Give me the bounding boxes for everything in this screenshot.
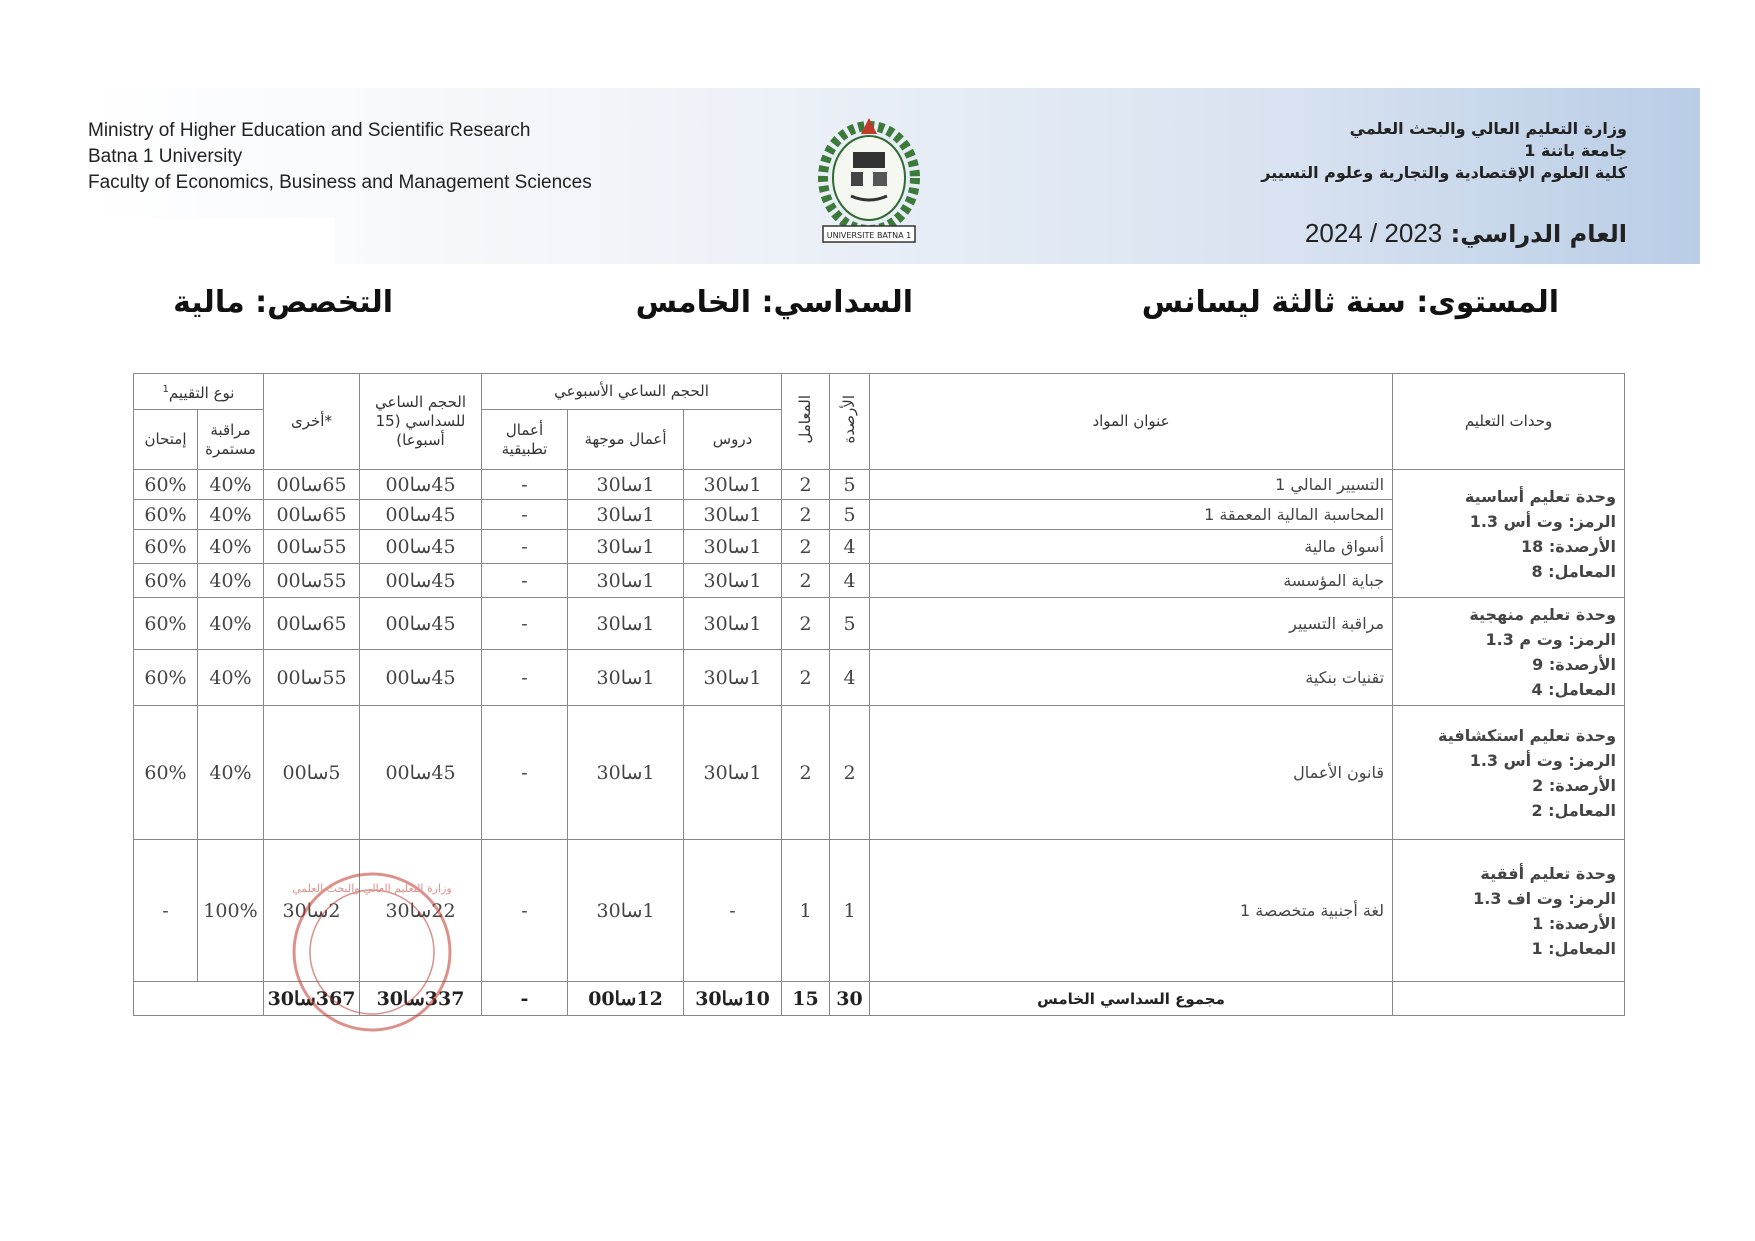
university-logo [805, 112, 933, 252]
academic-year [1305, 218, 1627, 249]
practicals-header: أعمال تطبيقية [482, 410, 568, 470]
subject-title-header: عنوان المواد [870, 374, 1393, 470]
specialty-info: التخصص: مالية [173, 285, 393, 320]
table-row: 60% 40% 65سا00 45سا00 - 1سا30 1سا30 2 5 مراقبة التسيير وحدة تعليم منهجية الرمز: وت م 1.3 الأرصدة: 9 المعامل: 4 [134, 598, 1625, 650]
units-header: وحدات التعليم [1393, 374, 1625, 470]
evaluation-header: نوع التقييم$^1$ [134, 374, 264, 410]
unit-fundamental: وحدة تعليم أساسية الرمز: وت أس 1.3 الأرصدة: 18 المعامل: 8 [1393, 470, 1625, 598]
other-header: أخرى* [264, 374, 360, 470]
svg-text:وزارة التعليم العالي والبحث ال: وزارة التعليم العالي والبحث العلمي [292, 882, 452, 895]
weekly-hours-header: الحجم الساعي الأسبوعي [482, 374, 782, 410]
year-value: 2024 / 2023 [1304, 218, 1443, 248]
tutorials-header: أعمال موجهة [568, 410, 684, 470]
faculty-ar: كلية العلوم الإقتصادية والتجارية وعلوم التسيير [1261, 163, 1627, 182]
unit-transversal: وحدة تعليم أفقية الرمز: وت اف 1.3 الأرصدة: 1 المعامل: 1 [1393, 840, 1625, 982]
faculty-en: Faculty of Economics, Business and Management Sciences [88, 172, 592, 193]
total-row: 367سا30 337سا30 - 12سا00 10سا30 15 30 مجموع السداسي الخامس [134, 982, 1625, 1016]
coefficient-header: المعامل [782, 374, 830, 470]
university-en: Batna 1 University [88, 146, 243, 167]
logo-text: UNIVERSITE BATNA 1 [826, 231, 912, 240]
banner-cutout [80, 218, 335, 268]
ministry-en: Ministry of Higher Education and Scientific Research [88, 120, 531, 141]
table-row: - 100% 2سا30 22سا30 - 1سا30 - 1 1 لغة أجنبية متخصصة 1 وحدة تعليم أفقية الرمز: وت اف 1.3 الأرصدة: 1 المعامل: 1 [134, 840, 1625, 982]
table-row: 60% 40% 5سا00 45سا00 - 1سا30 1سا30 2 2 قانون الأعمال وحدة تعليم استكشافية الرمز: وت أس 1.3 الأرصدة: 2 المعامل: 2 [134, 706, 1625, 840]
unit-methodological: وحدة تعليم منهجية الرمز: وت م 1.3 الأرصدة: 9 المعامل: 4 [1393, 598, 1625, 706]
university-ar: جامعة باتنة 1 [1524, 141, 1627, 160]
curriculum-table [133, 373, 1625, 1016]
ministry-ar: وزارة التعليم العالي والبحث العلمي [1349, 119, 1627, 138]
table-row: 60% 40% 55سا00 45سا00 - 1سا30 1سا30 2 4 تقنيات بنكية [134, 650, 1625, 706]
year-label: العام الدراسي: [1450, 220, 1627, 248]
semester-hours-header: الحجم الساعي للسداسي (15 أسبوعا) [360, 374, 482, 470]
table-row: 60% 40% 55سا00 45سا00 - 1سا30 1سا30 2 4 جباية المؤسسة [134, 564, 1625, 598]
credits-header: الأرصدة [830, 374, 870, 470]
semester-info: السداسي: الخامس [635, 285, 913, 320]
level-info: المستوى: سنة ثالثة ليسانس [1141, 285, 1559, 320]
continuous-header: مراقبة مستمرة [198, 410, 264, 470]
table-row: 60% 40% 65سا00 45سا00 - 1سا30 1سا30 2 5 التسيير المالي 1 وحدة تعليم أساسية الرمز: وت أس 1.3 الأرصدة: 18 المعامل: 8 [134, 470, 1625, 500]
arabic-header [1261, 118, 1627, 184]
table-row: 60% 40% 65سا00 45سا00 - 1سا30 1سا30 2 5 المحاسبة المالية المعمقة 1 [134, 500, 1625, 530]
lectures-header: دروس [684, 410, 782, 470]
unit-exploratory: وحدة تعليم استكشافية الرمز: وت أس 1.3 الأرصدة: 2 المعامل: 2 [1393, 706, 1625, 840]
english-header [88, 118, 592, 196]
table-row: 60% 40% 55سا00 45سا00 - 1سا30 1سا30 2 4 أسواق مالية [134, 530, 1625, 564]
exam-header: إمتحان [134, 410, 198, 470]
